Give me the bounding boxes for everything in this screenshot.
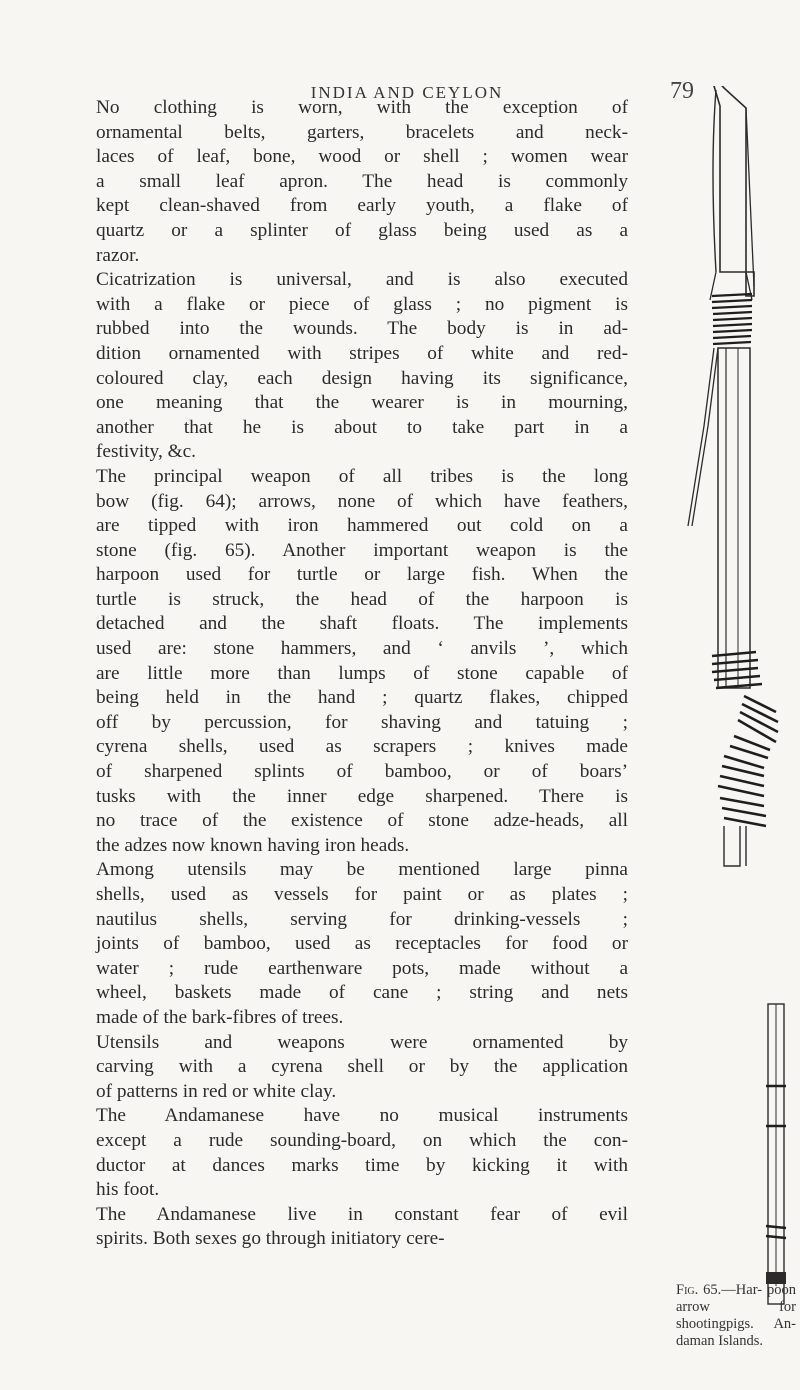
harpoon-arrow-illustration [680, 86, 790, 1306]
body-text [96, 96, 628, 1252]
text-line: Utensils and weapons were ornamented by [96, 1031, 628, 1053]
text-line: detached and the shaft floats. The implements [96, 613, 628, 635]
text-line: spirits. Both sexes go through initiatory cere- [96, 1228, 445, 1250]
text-line: festivity, &c. [96, 441, 196, 463]
paragraph [96, 1031, 628, 1105]
text-line: another that he is about to take part in a [96, 416, 628, 438]
text-line: one meaning that the wearer is in mourning, [96, 392, 628, 414]
text-line: The Andamanese have no musical instruments [96, 1105, 628, 1127]
figure-caption [676, 1282, 796, 1350]
text-line: stone (fig. 65). Another important weapon is the [96, 539, 628, 561]
text-line: wheel, baskets made of cane ; string and nets [96, 982, 628, 1004]
text-line: rubbed into the wounds. The body is in ad- [96, 318, 628, 340]
paragraph [96, 96, 628, 268]
text-line: dition ornamented with stripes of white and red- [96, 342, 628, 364]
text-line: no trace of the existence of stone adze-heads, all [96, 810, 628, 832]
text-line: Among utensils may be mentioned large pinna [96, 859, 628, 881]
text-line: off by percussion, for shaving and tatuing ; [96, 711, 628, 733]
text-line: a small leaf apron. The head is commonly [96, 170, 628, 192]
page-number: 79 [670, 78, 694, 104]
text-line: are tipped with iron hammered out cold on a [96, 515, 628, 537]
text-line: being held in the hand ; quartz flakes, chipped [96, 687, 628, 709]
text-line: with a flake or piece of glass ; no pigment is [96, 293, 628, 315]
text-line: The principal weapon of all tribes is the long [96, 465, 628, 487]
figure-label: Fig. 65. [676, 1282, 722, 1298]
text-line: nautilus shells, serving for drinking-vessels ; [96, 908, 628, 930]
paragraph [96, 1104, 628, 1202]
text-line: water ; rude earthenware pots, made without a [96, 957, 628, 979]
paragraph [96, 268, 628, 465]
running-title: INDIA AND CEYLON [310, 83, 504, 102]
text-line: cyrena shells, used as scrapers ; knives made [96, 736, 628, 758]
text-line: quartz or a splinter of glass being used as a [96, 219, 628, 241]
paragraph [96, 858, 628, 1030]
text-line: joints of bamboo, used as receptacles for food or [96, 933, 628, 955]
paragraph [96, 465, 628, 859]
text-line: coloured clay, each design having its significance, [96, 367, 628, 389]
text-line: shells, used as vessels for paint or as plates ; [96, 884, 628, 905]
text-line: ductor at dances marks time by kicking it with [96, 1154, 628, 1176]
text-line: are little more than lumps of stone capable of [96, 662, 628, 684]
text-line: kept clean-shaved from early youth, a flake of [96, 195, 628, 217]
text-line: bow (fig. 64); arrows, none of which have feathers, [96, 490, 628, 512]
text-line: The Andamanese live in constant fear of evil [96, 1203, 628, 1225]
text-line: harpoon used for turtle or large fish. When the [96, 564, 628, 586]
text-line: the adzes now known having iron heads. [96, 834, 410, 856]
text-line: except a rude sounding-board, on which the con- [96, 1129, 628, 1151]
text-line: made of the bark-fibres of trees. [96, 1006, 344, 1028]
text-line: his foot. [96, 1179, 160, 1201]
text-line: carving with a cyrena shell or by the application [96, 1056, 628, 1078]
text-line: Cicatrization is universal, and is also executed [96, 269, 628, 291]
text-line: tusks with the inner edge sharpened. There is [96, 785, 628, 807]
text-line: No clothing is worn, with the exception of [96, 97, 628, 118]
text-line: ornamental belts, garters, bracelets and neck- [96, 121, 628, 143]
text-line: razor. [96, 244, 140, 266]
paragraph [96, 1203, 628, 1252]
figure-caption-text: —Har- poon arrow for shootingpigs. An- daman Islands. [676, 1282, 796, 1349]
text-line: of patterns in red or white clay. [96, 1080, 337, 1102]
text-line: used are: stone hammers, and ‘ anvils ’, which [96, 638, 628, 660]
text-line: laces of leaf, bone, wood or shell ; women wear [96, 146, 628, 168]
text-line: of sharpened splints of bamboo, or of boars’ [96, 761, 628, 783]
text-line: turtle is struck, the head of the harpoon is [96, 588, 628, 610]
